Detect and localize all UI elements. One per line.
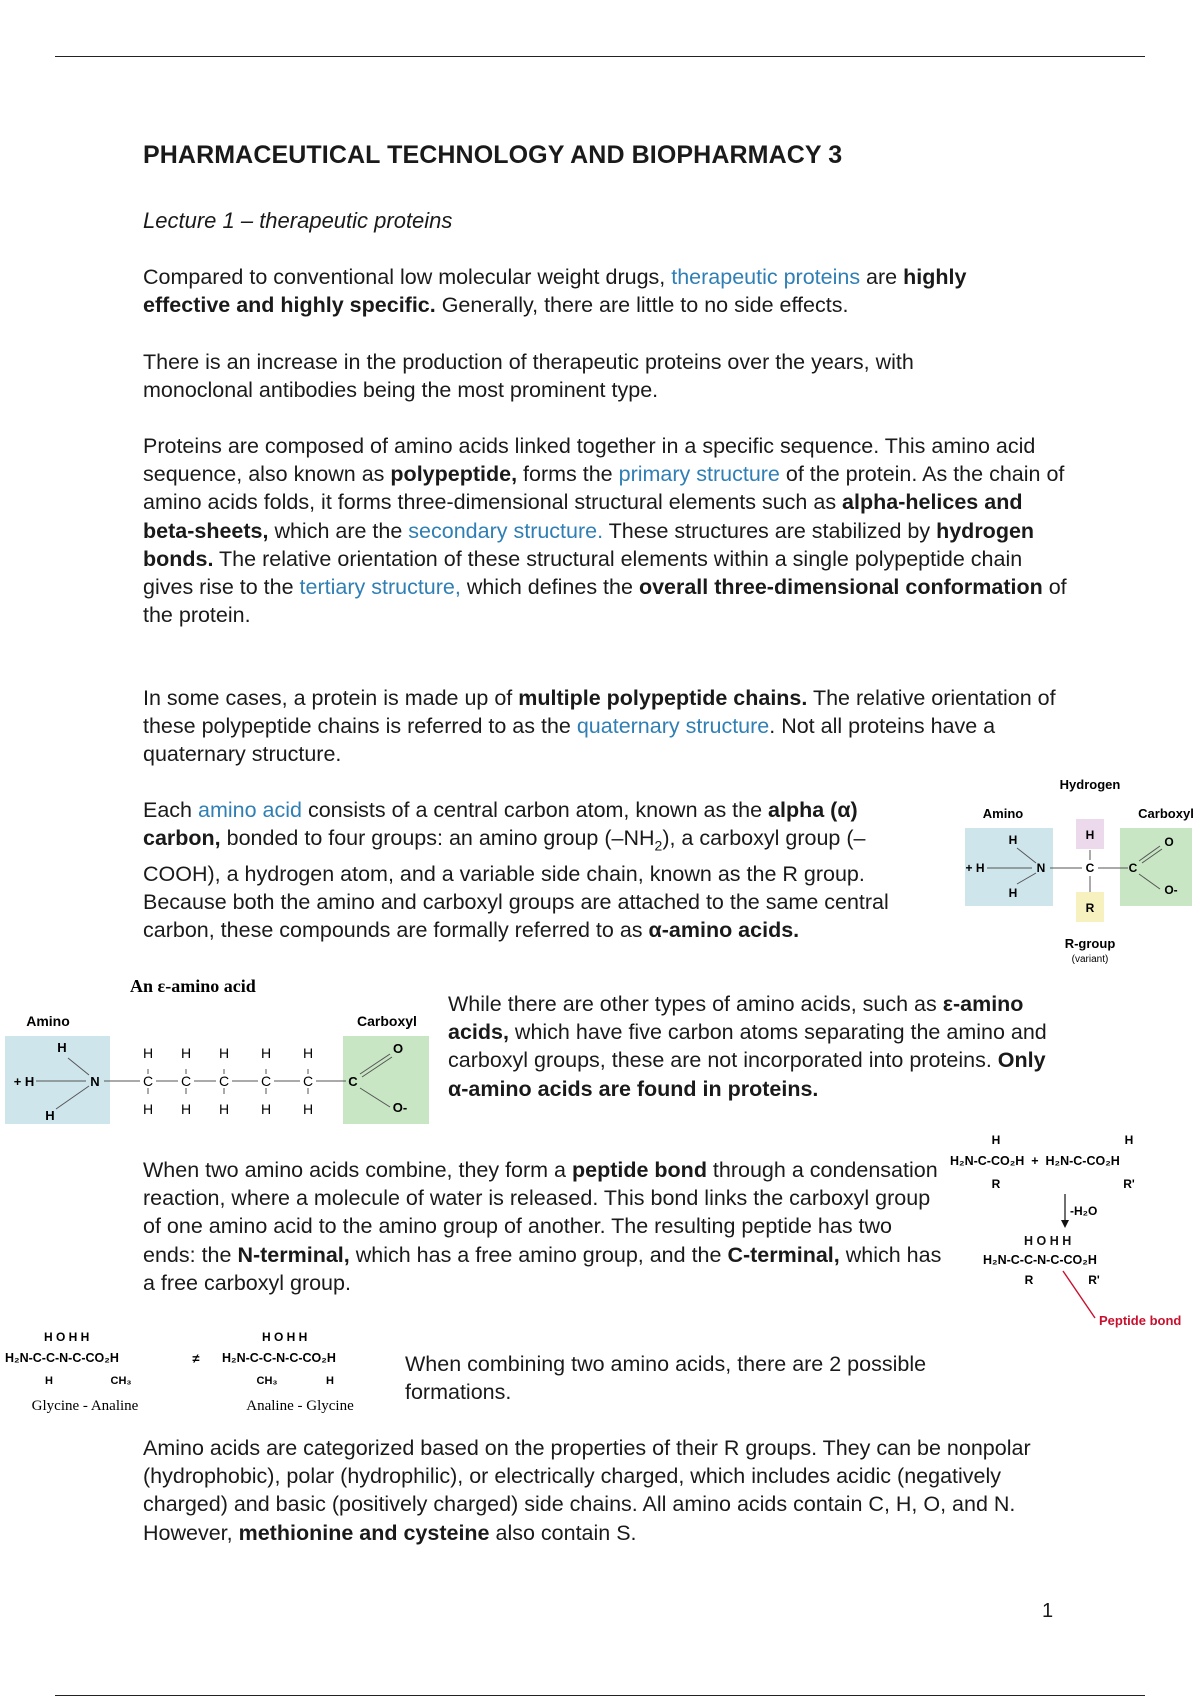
formula-line: R' (1088, 1273, 1100, 1287)
document-title: PHARMACEUTICAL TECHNOLOGY AND BIOPHARMACY 3 (143, 141, 843, 169)
dipeptide-comparison-diagram (0, 1325, 405, 1420)
atom-o-minus: O- (1164, 883, 1178, 897)
atom-c: C (218, 1073, 230, 1089)
amino-label: Amino (982, 806, 1024, 821)
atom-h: H (142, 1045, 154, 1061)
bold-term: methionine and cysteine (238, 1520, 490, 1545)
bold-term: alpha (α) carbon, (143, 798, 858, 851)
text: through a condensation reaction, where a molecule of water is released. This bond links the carboxyl group of one amino acid to the amino group of another. The resulting peptide has two ends: the (143, 1158, 938, 1267)
formula-line: H (45, 1375, 53, 1387)
text: The relative orientation of these polypeptide chains is referred to as the (143, 686, 1056, 739)
bold-term: ε-amino acids, (448, 992, 1024, 1045)
atom-h: H (180, 1101, 192, 1117)
analine-glycine-label: Analine - Glycine (246, 1398, 354, 1414)
text: of the protein. As the chain of amino acids folds, it forms three-dimensional structural elements such as (143, 462, 1065, 515)
bold-term: polypeptide, (390, 462, 518, 487)
text: which are the (268, 518, 409, 543)
formula-line: H O H H (1024, 1234, 1072, 1248)
epsilon-amino-acid-diagram (0, 972, 435, 1132)
not-equal-sign: ≠ (192, 1351, 200, 1366)
text: Compared to conventional low molecular weight drugs, (143, 265, 672, 289)
atom-h: H (57, 1040, 67, 1055)
atom-o: O (392, 1041, 404, 1056)
atom-h: H (1008, 833, 1018, 847)
bold-term: C-terminal, (727, 1242, 840, 1267)
bold-term: alpha-helices and beta-sheets, (143, 490, 1023, 543)
text: also contain S. (489, 1520, 637, 1545)
atom-c: C (302, 1073, 314, 1089)
bold-term: peptide bond (572, 1158, 707, 1182)
atom-c: C (1085, 861, 1095, 875)
hydrogen-label: Hydrogen (1059, 777, 1121, 792)
atom-h: H (260, 1045, 272, 1061)
bold-term: α-amino acids. (648, 918, 800, 943)
atom-c: C (348, 1074, 358, 1089)
text: which has a free carboxyl group. (143, 1242, 942, 1295)
atom-h: H (142, 1101, 154, 1117)
highlight-term: amino acid (197, 798, 302, 822)
alpha-amino-acid-diagram (955, 772, 1195, 972)
amino-label: Amino (26, 1013, 70, 1029)
formula-line: H O H H (262, 1330, 308, 1344)
atom-c: C (260, 1073, 272, 1089)
water-label: -H₂O (1070, 1204, 1098, 1218)
text: are (860, 265, 904, 289)
paragraph-intro (143, 263, 1043, 319)
text: bonded to four groups: an amino group (–NH (220, 826, 655, 851)
text: consists of a central carbon atom, known as the (301, 798, 769, 822)
formula-line: CH₃ (256, 1375, 278, 1387)
paragraph-peptide-bond (143, 1156, 943, 1297)
highlight-term: secondary structure. (408, 518, 604, 543)
atom-h: H (218, 1045, 230, 1061)
text: Proteins are composed of amino acids linked together in a specific sequence. This amino acid sequence, also known as (143, 434, 1036, 487)
atom-h: H (302, 1101, 314, 1117)
paragraph-amino-acid (143, 796, 933, 944)
bottom-rule (55, 1695, 1145, 1696)
highlight-term: quaternary structure (576, 714, 770, 739)
atom-h: H (260, 1101, 272, 1117)
formula-line: CH₃ (110, 1375, 132, 1387)
atom-plus-h: + H (965, 861, 985, 875)
formula-line: R (1024, 1273, 1034, 1287)
epsilon-title: An ε-amino acid (130, 976, 256, 996)
highlight-term: primary structure (618, 462, 780, 487)
variant-label: (variant) (1071, 954, 1109, 965)
atom-o: O (1164, 835, 1174, 849)
top-rule (55, 56, 1145, 57)
formula-line: H₂N-C-C-N-C-CO₂H (5, 1351, 119, 1365)
atom-n: N (1036, 861, 1046, 875)
formula-line: H (991, 1133, 1001, 1147)
atom-h: H (218, 1101, 230, 1117)
text: . Not all proteins have a quaternary structure. (143, 714, 996, 767)
peptide-bond-reaction-diagram (945, 1128, 1200, 1338)
atom-c: C (1128, 861, 1138, 875)
formula-line: H (1124, 1133, 1134, 1147)
formula-line: H₂N-C-C-N-C-CO₂H (983, 1253, 1097, 1267)
text: The relative orientation of these structural elements within a single polypeptide chain gives rise to the (143, 546, 1023, 600)
atom-c: C (180, 1073, 192, 1089)
text: These structures are stabilized by (603, 518, 937, 543)
page-number: 1 (1042, 1600, 1054, 1622)
atom-plus-h: + H (13, 1074, 35, 1089)
atom-h: H (45, 1108, 55, 1123)
r-group-label: R-group (1064, 936, 1116, 951)
atom-r: R (1085, 901, 1095, 915)
formula-line: H₂N-C-C-N-C-CO₂H (222, 1351, 336, 1365)
paragraph-quaternary (143, 684, 1063, 769)
text: Amino acids are categorized based on the properties of their R groups. They can be nonpolar (hydrophobic), polar (hydrophilic), or electrically charged, which includes acidic (negatively charged) and basic (positively charged) side chains. All amino acids contain C, H, O, and N. However, (143, 1436, 1031, 1545)
highlight-term: tertiary structure, (299, 575, 461, 600)
paragraph-structure (143, 432, 1068, 629)
bold-term: Only α-amino acids are found in proteins. (448, 1048, 1046, 1101)
carboxyl-label: Carboxyl (357, 1013, 417, 1029)
bold-term: hydrogen bonds. (143, 518, 1035, 571)
glycine-analine-label: Glycine - Analine (31, 1398, 139, 1414)
paragraph-epsilon (448, 990, 1048, 1103)
atom-o-minus: O- (392, 1100, 408, 1115)
text: Generally, there are little to no side effects. (435, 293, 849, 318)
formula-line: R (991, 1177, 1001, 1191)
text: forms the (517, 462, 619, 487)
bold-term: overall three-dimensional conformation (638, 575, 1043, 600)
atom-h: H (180, 1045, 192, 1061)
subscript: 2 (654, 837, 663, 854)
text: which have five carbon atoms separating the amino and carboxyl groups, these are not incorporated into proteins. (448, 1020, 1047, 1073)
formula-line: R' (1123, 1177, 1135, 1191)
paragraph-r-groups (143, 1434, 1063, 1547)
text: Each (143, 798, 198, 822)
formula-line: H₂N-C-CO₂H + H₂N-C-CO₂H (950, 1154, 1120, 1168)
atom-h: H (1085, 828, 1095, 842)
text: which has a free amino group, and the (349, 1242, 728, 1267)
text: While there are other types of amino acids, such as (448, 992, 943, 1016)
atom-h: H (302, 1045, 314, 1061)
bold-term: N-terminal, (237, 1242, 350, 1267)
atom-h: H (1008, 886, 1018, 900)
formula-line: H O H H (44, 1330, 90, 1344)
text: When two amino acids combine, they form a (143, 1158, 572, 1182)
atom-n: N (90, 1074, 100, 1089)
text: which defines the (460, 575, 639, 600)
paragraph-production: There is an increase in the production of therapeutic proteins over the years, with monoclonal antibodies being the most prominent type. (143, 350, 914, 403)
paragraph-formations: When combining two amino acids, there are 2 possible formations. (405, 1352, 927, 1405)
text: In some cases, a protein is made up of (143, 686, 519, 710)
lecture-subtitle: Lecture 1 – therapeutic proteins (143, 208, 453, 233)
carboxyl-label: Carboxyl (1138, 806, 1194, 821)
text: of the protein. (143, 575, 1067, 628)
formula-line: H (326, 1375, 334, 1387)
bold-term: highly effective and highly specific. (143, 265, 967, 318)
atom-c: C (142, 1073, 154, 1089)
text: ), a carboxyl group (–COOH), a hydrogen atom, and a variable side chain, known as the R group. Because both the amino and carboxyl groups are attached to the same central carbon, these compounds are formally referred to as (143, 826, 889, 943)
bold-term: multiple polypeptide chains. (518, 686, 808, 710)
peptide-bond-label: Peptide bond (1099, 1313, 1182, 1328)
highlight-term: therapeutic proteins (671, 265, 861, 289)
